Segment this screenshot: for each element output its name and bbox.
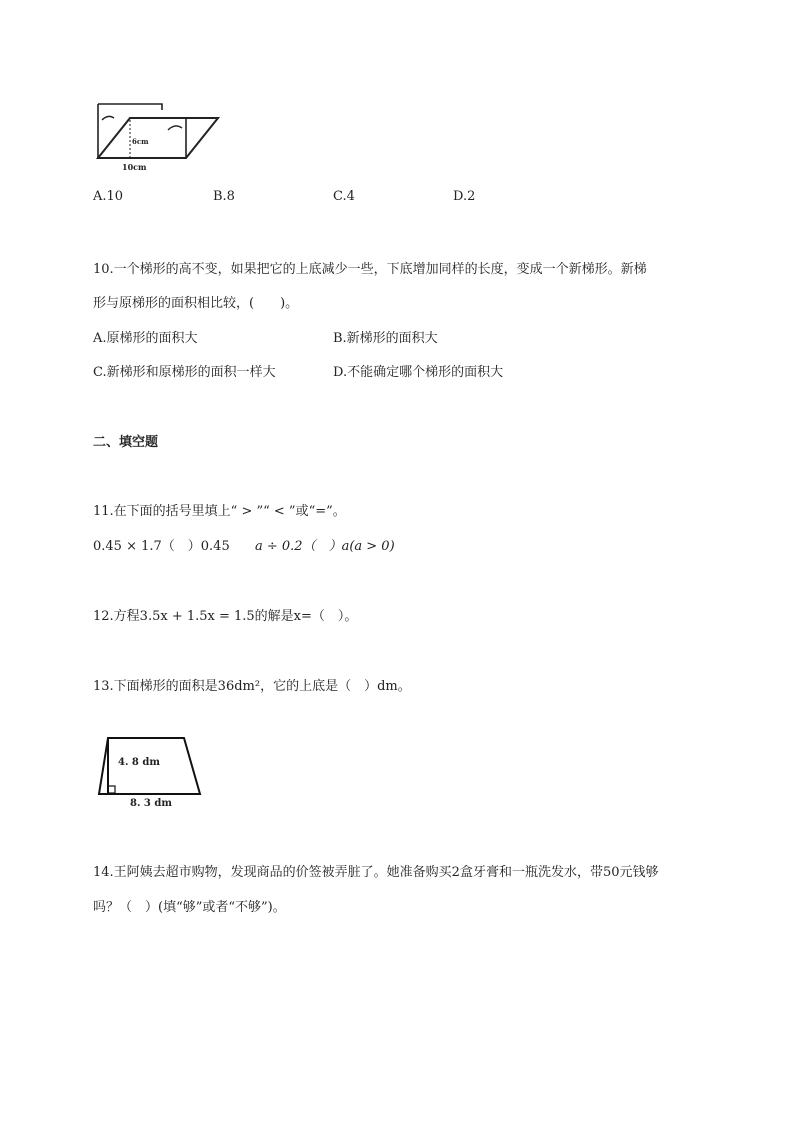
q11-left-expression: 0.45 × 1.7（ ）0.45 [93,539,230,554]
q11-right-expression: a ÷ 0.2（ ）a(a > 0) [255,539,395,554]
q9-option-b: B.8 [213,189,235,204]
q10-option-b: B.新梯形的面积大 [333,331,438,346]
trapezoid-height-label: 4. 8 dm [118,757,160,768]
trapezoid-base-label: 8. 3 dm [130,798,172,809]
trapezoid-figure [96,730,206,814]
q10-option-c: C.新梯形和原梯形的面积一样大 [93,365,276,380]
q10-option-a: A.原梯形的面积大 [93,331,198,346]
parallelogram-figure [92,98,222,174]
q9-option-a: A.10 [93,189,124,204]
q14-stem-line2: 吗？（ ）(填“够”或者“不够”)。 [93,900,286,915]
q9-option-d: D.2 [453,189,476,204]
section-title: 二、填空题 [93,435,159,450]
q11-stem: 11.在下面的括号里填上“ > ”“ < ”或“=”。 [93,504,346,519]
q12-stem: 12.方程3.5x + 1.5x = 1.5的解是x=（ ）。 [93,609,358,624]
figure1-base-label: 10cm [122,162,147,172]
q10-stem-line1: 10.一个梯形的高不变，如果把它的上底减少一些，下底增加同样的长度，变成一个新梯形。新梯 [93,262,647,277]
q14-stem-line1: 14.王阿姨去超市购物，发现商品的价签被弄脏了。她准备购买2盒牙膏和一瓶洗发水，带50元钱够 [93,865,659,880]
q10-option-d: D.不能确定哪个梯形的面积大 [333,365,504,380]
q13-stem: 13.下面梯形的面积是36dm²，它的上底是（ ）dm。 [93,679,411,694]
q9-option-c: C.4 [333,189,355,204]
q10-stem-line2: 形与原梯形的面积相比较，( )。 [93,296,299,311]
figure1-height-label: 6cm [132,137,149,146]
